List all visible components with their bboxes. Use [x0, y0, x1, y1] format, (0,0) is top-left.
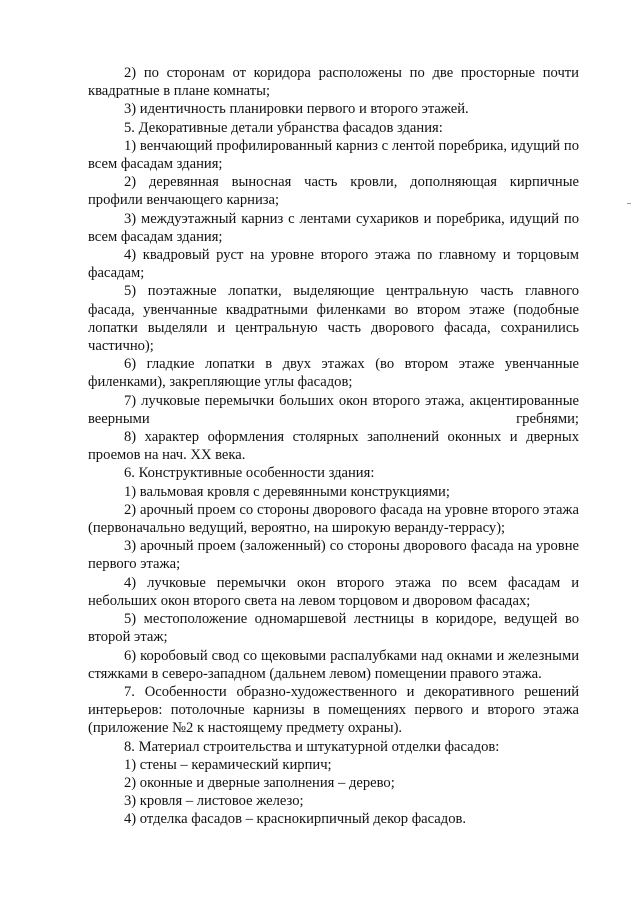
paragraph-material-item-3: 3) кровля – листовое железо;: [124, 793, 304, 810]
paragraph-decor-item-3: 3) междуэтажный карниз с лентами сухариков и поребрика, идущий по всем фасадам здания;: [88, 210, 579, 245]
paragraph-construct-item-3: 3) арочный проем (заложенный) со стороны дворового фасада на уровне первого этажа;: [88, 538, 579, 573]
section-8-heading: 8. Материал строительства и штукатурной отделки фасадов:: [124, 738, 500, 755]
paragraph-decor-item-4: 4) квадровый руст на уровне второго этажа по главному и торцовым фасадам;: [88, 247, 579, 282]
paragraph-decor-item-6: 6) гладкие лопатки в двух этажах (во втором этаже увенчанные филенками), закрепляющие углы фасадов;: [88, 356, 579, 391]
paragraph-decor-item-7: 7) лучковые перемычки больших окон второго этажа, акцентированные веерными гребнями;: [88, 392, 579, 427]
scan-artifact-mark: [627, 203, 631, 204]
paragraph-decor-item-2: 2) деревянная выносная часть кровли, дополняющая кирпичные профили венчающего карниза;: [88, 174, 579, 209]
paragraph-construct-item-5: 5) местоположение одномаршевой лестницы в коридоре, ведущей во второй этаж;: [88, 611, 579, 646]
paragraph-construct-item-4: 4) лучковые перемычки окон второго этажа по всем фасадам и небольших окон второго света на левом торцовом и дворовом фасадах;: [88, 574, 579, 609]
document-page: [88, 64, 579, 829]
paragraph-decor-item-5: 5) поэтажные лопатки, выделяющие центральную часть главного фасада, увенчанные квадратными филенками во втором этаже (подобные лопатки выделяли и центральную часть дворового фасада, сохранились частично);: [88, 283, 579, 355]
section-5-heading: 5. Декоративные детали убранства фасадов здания:: [124, 119, 443, 136]
section-6-heading: 6. Конструктивные особенности здания:: [124, 465, 375, 482]
paragraph-construct-item-6: 6) коробовый свод со щековыми распалубками над окнами и железными стяжками в северо-западном (дальнем левом) помещении правого этажа.: [88, 647, 579, 682]
paragraph-layout-item-2: 2) по сторонам от коридора расположены по две просторные почти квадратные в плане комнаты;: [88, 65, 579, 100]
paragraph-decor-item-8: 8) характер оформления столярных заполнений оконных и дверных проемов на нач. XX века.: [88, 429, 579, 464]
paragraph-construct-item-2: 2) арочный проем со стороны дворового фасада на уровне второго этажа (первоначально ведущий, вероятно, на широкую веранду-террасу);: [88, 501, 579, 537]
paragraph-layout-item-3: 3) идентичность планировки первого и второго этажей.: [124, 101, 469, 118]
section-7-paragraph: 7. Особенности образно-художественного и декоративного решений интерьеров: потолочные карнизы в помещениях первого и второго этажа (приложение №2 к настоящему предмету охраны).: [88, 683, 579, 737]
paragraph-construct-item-1: 1) вальмовая кровля с деревянными конструкциями;: [124, 483, 450, 500]
paragraph-material-item-1: 1) стены – керамический кирпич;: [124, 756, 332, 773]
paragraph-material-item-2: 2) оконные и дверные заполнения – дерево;: [124, 774, 395, 791]
paragraph-material-item-4: 4) отделка фасадов – краснокирпичный декор фасадов.: [124, 811, 467, 828]
paragraph-decor-item-1: 1) венчающий профилированный карниз с лентой поребрика, идущий по всем фасадам здания;: [88, 137, 579, 173]
